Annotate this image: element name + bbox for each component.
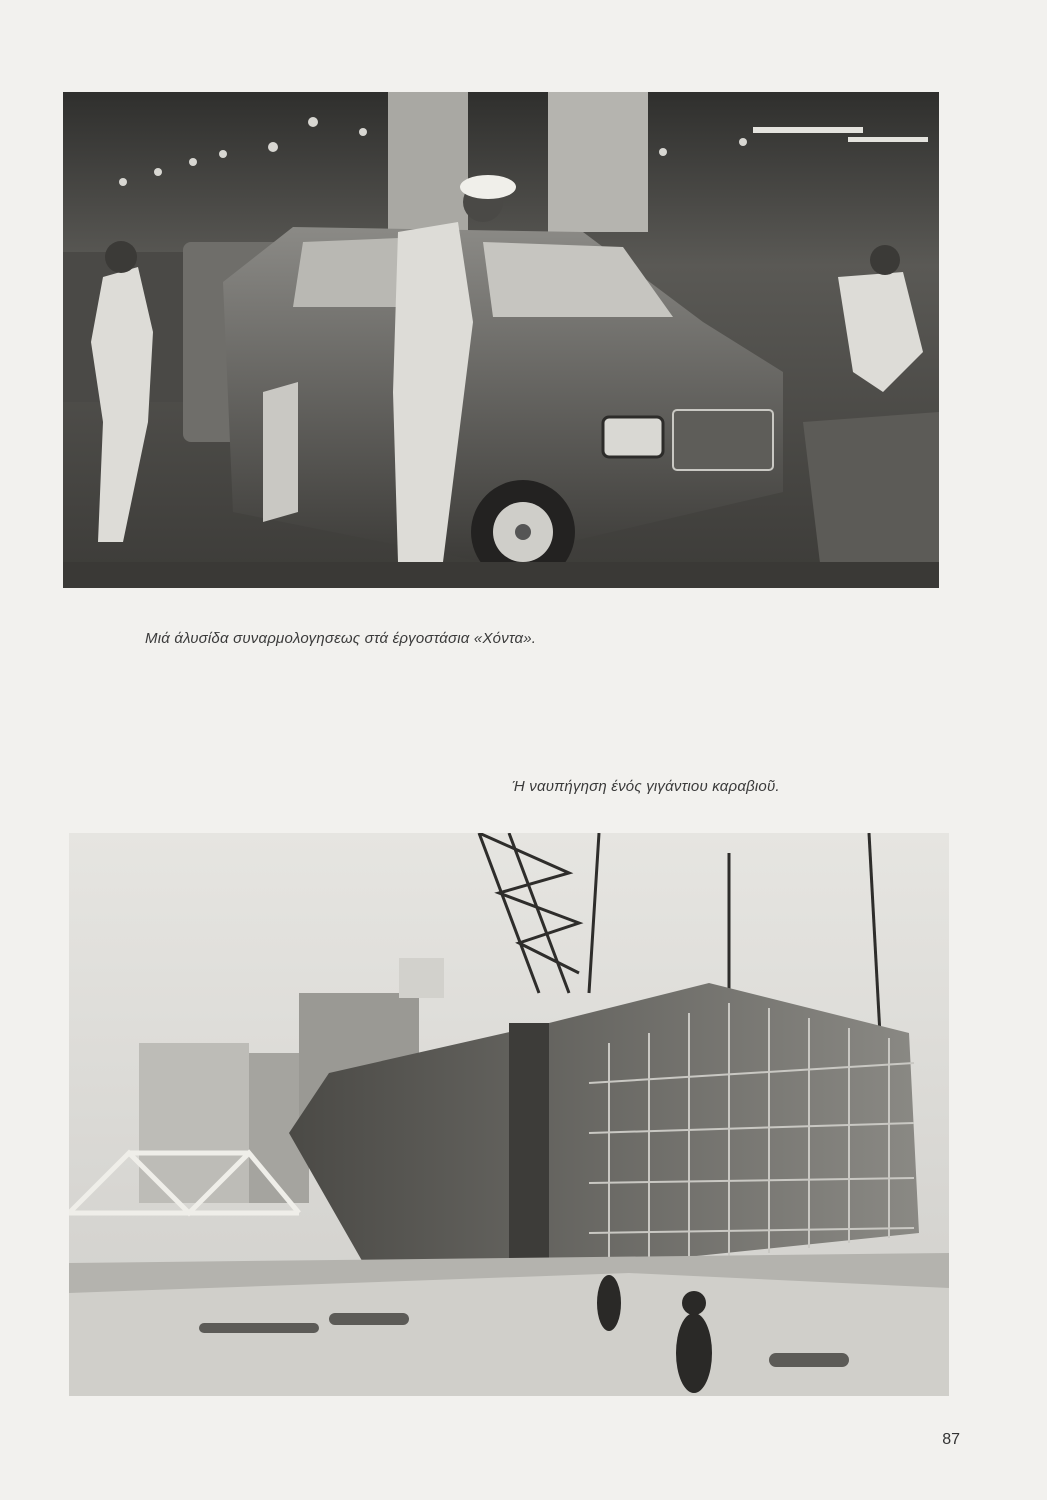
assembly-line-photo (63, 92, 939, 588)
page-number: 87 (942, 1431, 960, 1448)
shipbuilding-caption: Ή ναυπήγηση ένός γιγάντιου καραβιοῦ. (512, 778, 780, 795)
assembly-line-caption: Μιά άλυσίδα συναρμολογησεως στά έργοστάσια «Χόντα». (145, 630, 537, 647)
assembly-line-image (63, 92, 939, 588)
shipbuilding-image (69, 833, 949, 1396)
shipbuilding-photo (69, 833, 949, 1396)
